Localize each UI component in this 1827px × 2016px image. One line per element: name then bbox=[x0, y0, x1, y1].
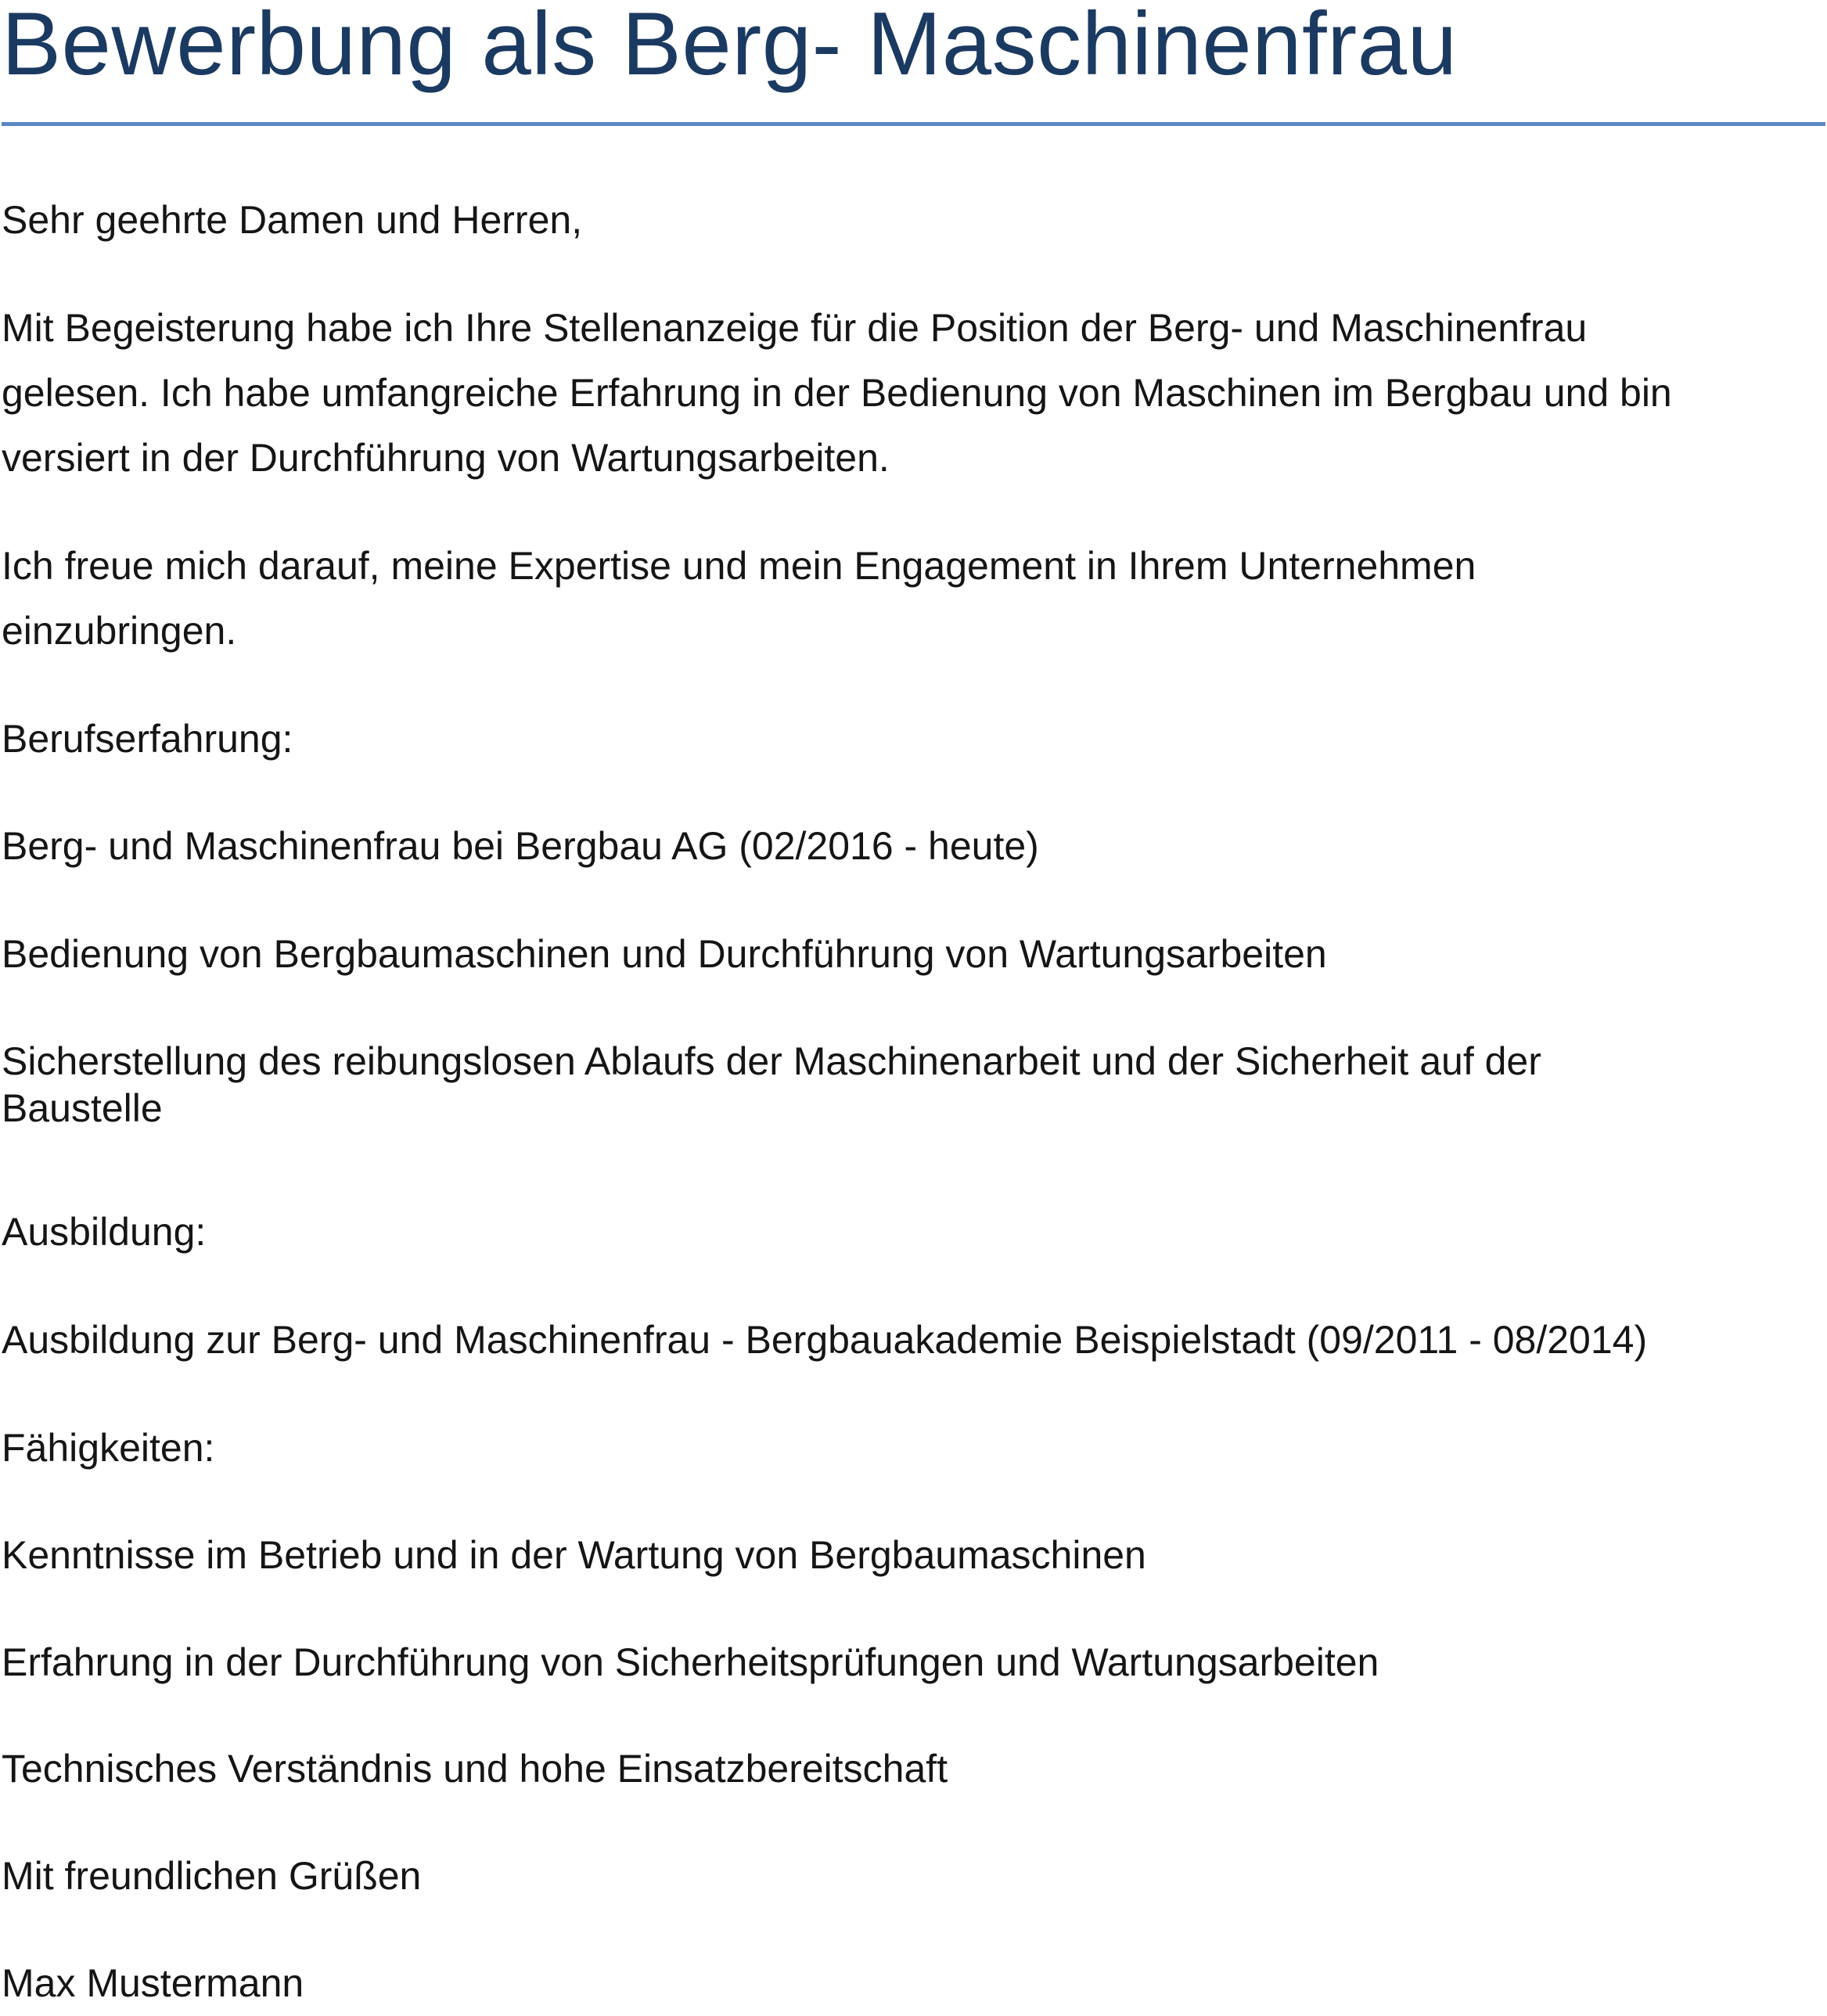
intro-line: versiert in der Durchführung von Wartungsarbeiten. bbox=[2, 436, 890, 480]
closing: Mit freundlichen Grüßen bbox=[2, 1854, 422, 1898]
education-detail: Ausbildung zur Berg- und Maschinenfrau - Bergbauakademie Beispielstadt (09/2011 - 08/2014) bbox=[2, 1318, 1648, 1362]
experience-task-line: Sicherstellung des reibungslosen Ablaufs der Maschinenarbeit und der Sicherheit auf der bbox=[2, 1039, 1541, 1083]
greeting: Sehr geehrte Damen und Herren, bbox=[2, 198, 583, 242]
skill-item: Technisches Verständnis und hohe Einsatzbereitschaft bbox=[2, 1747, 948, 1791]
experience-task-line: Baustelle bbox=[2, 1086, 163, 1130]
experience-heading: Berufserfahrung: bbox=[2, 717, 293, 761]
intro-paragraph bbox=[2, 296, 1821, 491]
skill-item: Erfahrung in der Durchführung von Sicherheitsprüfungen und Wartungsarbeiten bbox=[2, 1640, 1379, 1684]
motivation-line: einzubringen. bbox=[2, 609, 237, 653]
experience-task-multiline bbox=[2, 1028, 1821, 1132]
intro-line: Mit Begeisterung habe ich Ihre Stellenanzeige für die Position der Berg- und Maschinenfrau bbox=[2, 306, 1588, 350]
title-divider bbox=[2, 122, 1825, 126]
motivation-paragraph bbox=[2, 534, 1821, 664]
motivation-line: Ich freue mich darauf, meine Expertise und mein Engagement in Ihrem Unternehmen bbox=[2, 544, 1476, 588]
document-title: Bewerbung als Berg- Maschinenfrau bbox=[2, 0, 1458, 94]
experience-task: Bedienung von Bergbaumaschinen und Durchführung von Wartungsarbeiten bbox=[2, 932, 1327, 976]
skills-heading: Fähigkeiten: bbox=[2, 1426, 215, 1470]
skill-item: Kenntnisse im Betrieb und in der Wartung von Bergbaumaschinen bbox=[2, 1533, 1146, 1577]
experience-position: Berg- und Maschinenfrau bei Bergbau AG (02/2016 - heute) bbox=[2, 824, 1039, 868]
signature-name: Max Mustermann bbox=[2, 1961, 304, 2005]
education-heading: Ausbildung: bbox=[2, 1210, 207, 1254]
intro-line: gelesen. Ich habe umfangreiche Erfahrung in der Bedienung von Maschinen im Bergbau und bin bbox=[2, 371, 1672, 415]
